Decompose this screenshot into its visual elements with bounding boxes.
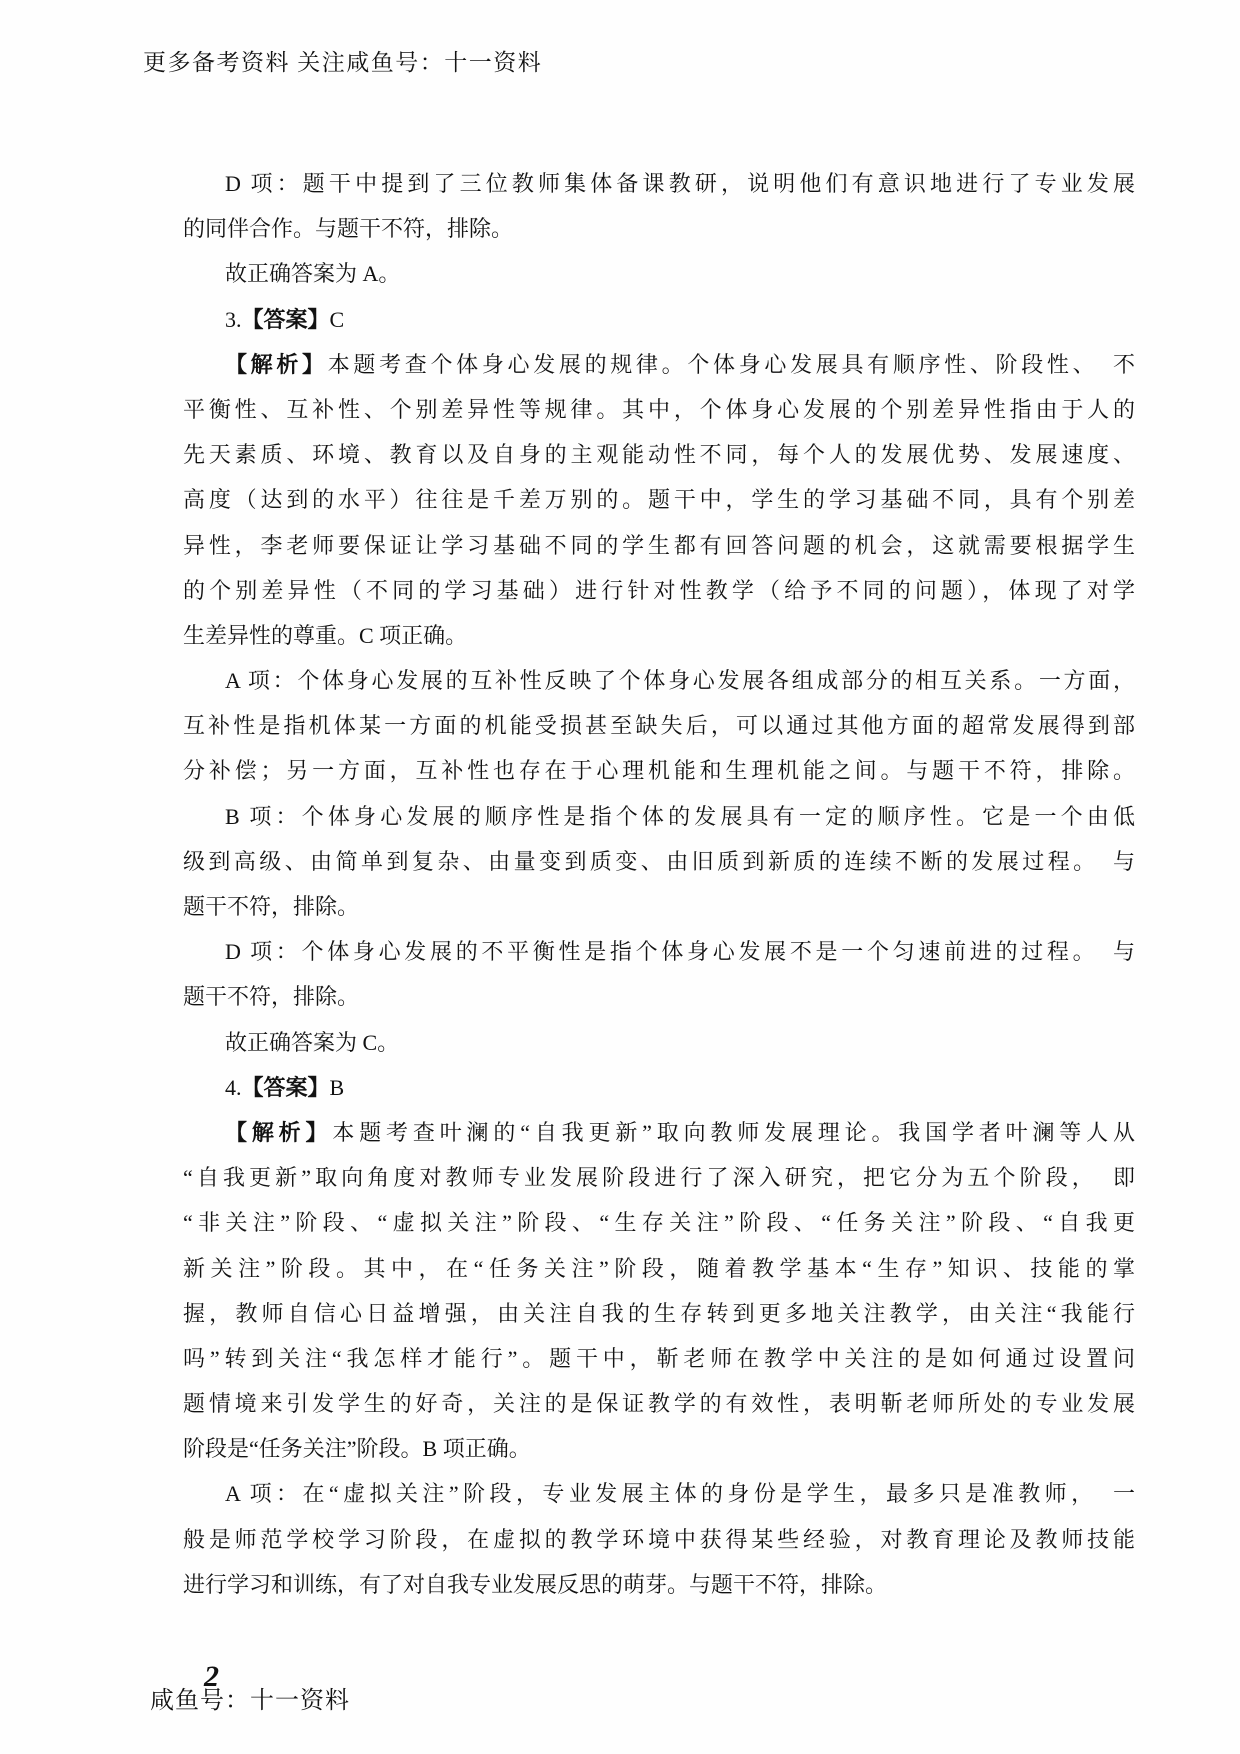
text-line: 3.【答案】C — [225, 306, 345, 332]
text-line: 高度（达到的水平）往往是千差万别的。题干中，学生的学习基础不同，具有个别差 — [183, 487, 1135, 513]
text-line: 【解析】本题考查叶澜的“自我更新”取向教师发展理论。我国学者叶澜等人从 — [225, 1119, 1135, 1145]
page-number: 2 — [204, 1660, 219, 1693]
text-line: 互补性是指机体某一方面的机能受损甚至缺失后，可以通过其他方面的超常发展得到部 — [183, 713, 1135, 739]
text-line: “自我更新”取向角度对教师专业发展阶段进行了深入研究，把它分为五个阶段， 即 — [183, 1165, 1135, 1191]
text-line: 的同伴合作。与题干不符，排除。 — [183, 216, 514, 242]
text-line: “非关注”阶段、“虚拟关注”阶段、“生存关注”阶段、“任务关注”阶段、“自我更 — [183, 1210, 1135, 1236]
text-line: 题情境来引发学生的好奇，关注的是保证教学的有效性，表明靳老师所处的专业发展 — [183, 1391, 1135, 1417]
text-line: B 项：个体身心发展的顺序性是指个体的发展具有一定的顺序性。它是一个由低 — [225, 803, 1135, 829]
page-footer: 咸鱼号：十一资料 — [150, 1688, 350, 1714]
text-line: D 项：题干中提到了三位教师集体备课教研，说明他们有意识地进行了专业发展 — [225, 171, 1135, 196]
text-line: 故正确答案为 C。 — [225, 1029, 400, 1055]
text-line: 故正确答案为 A。 — [225, 261, 401, 287]
text-line: 进行学习和训练，有了对自我专业发展反思的萌芽。与题干不符，排除。 — [183, 1571, 888, 1597]
answer-explanations-body — [183, 161, 1135, 1607]
text-line: 题干不符，排除。 — [183, 984, 360, 1010]
text-line: 般是师范学校学习阶段，在虚拟的教学环境中获得某些经验，对教育理论及教师技能 — [183, 1526, 1135, 1552]
text-line: 异性，李老师要保证让学习基础不同的学生都有回答问题的机会，这就需要根据学生 — [183, 532, 1135, 558]
text-lines — [183, 161, 1135, 1607]
text-line: 【解析】本题考查个体身心发展的规律。个体身心发展具有顺序性、阶段性、 不 — [225, 351, 1135, 377]
text-line: A 项：个体身心发展的互补性反映了个体身心发展各组成部分的相互关系。一方面， — [225, 668, 1135, 694]
text-line: 新关注”阶段。其中，在“任务关注”阶段，随着教学基本“生存”知识、技能的掌 — [183, 1255, 1135, 1281]
text-line: 吗”转到关注“我怎样才能行”。题干中，靳老师在教学中关注的是如何通过设置问 — [183, 1345, 1135, 1371]
text-line: 先天素质、环境、教育以及自身的主观能动性不同，每个人的发展优势、发展速度、 — [183, 442, 1135, 468]
text-line: 平衡性、互补性、个别差异性等规律。其中，个体身心发展的个别差异性指由于人的 — [183, 396, 1135, 422]
text-line: 的个别差异性（不同的学习基础）进行针对性教学（给予不同的问题），体现了对学 — [183, 577, 1135, 603]
page-header: 更多备考资料 关注咸鱼号：十一资料 — [143, 50, 543, 75]
text-line: D 项：个体身心发展的不平衡性是指个体身心发展不是一个匀速前进的过程。 与 — [225, 939, 1135, 965]
text-line: 阶段是“任务关注”阶段。B 项正确。 — [183, 1436, 531, 1462]
text-line: 生差异性的尊重。C 项正确。 — [183, 622, 468, 648]
text-line: 握，教师自信心日益增强，由关注自我的生存转到更多地关注教学，由关注“我能行 — [183, 1300, 1135, 1326]
text-line: 题干不符，排除。 — [183, 894, 360, 919]
text-line: 4.【答案】B — [225, 1074, 345, 1100]
text-line: 分补偿；另一方面，互补性也存在于心理机能和生理机能之间。与题干不符，排除。 — [183, 758, 1135, 784]
text-line: 级到高级、由简单到复杂、由量变到质变、由旧质到新质的连续不断的发展过程。 与 — [183, 848, 1135, 874]
text-line: A 项：在“虚拟关注”阶段，专业发展主体的身份是学生，最多只是准教师， 一 — [225, 1481, 1135, 1507]
